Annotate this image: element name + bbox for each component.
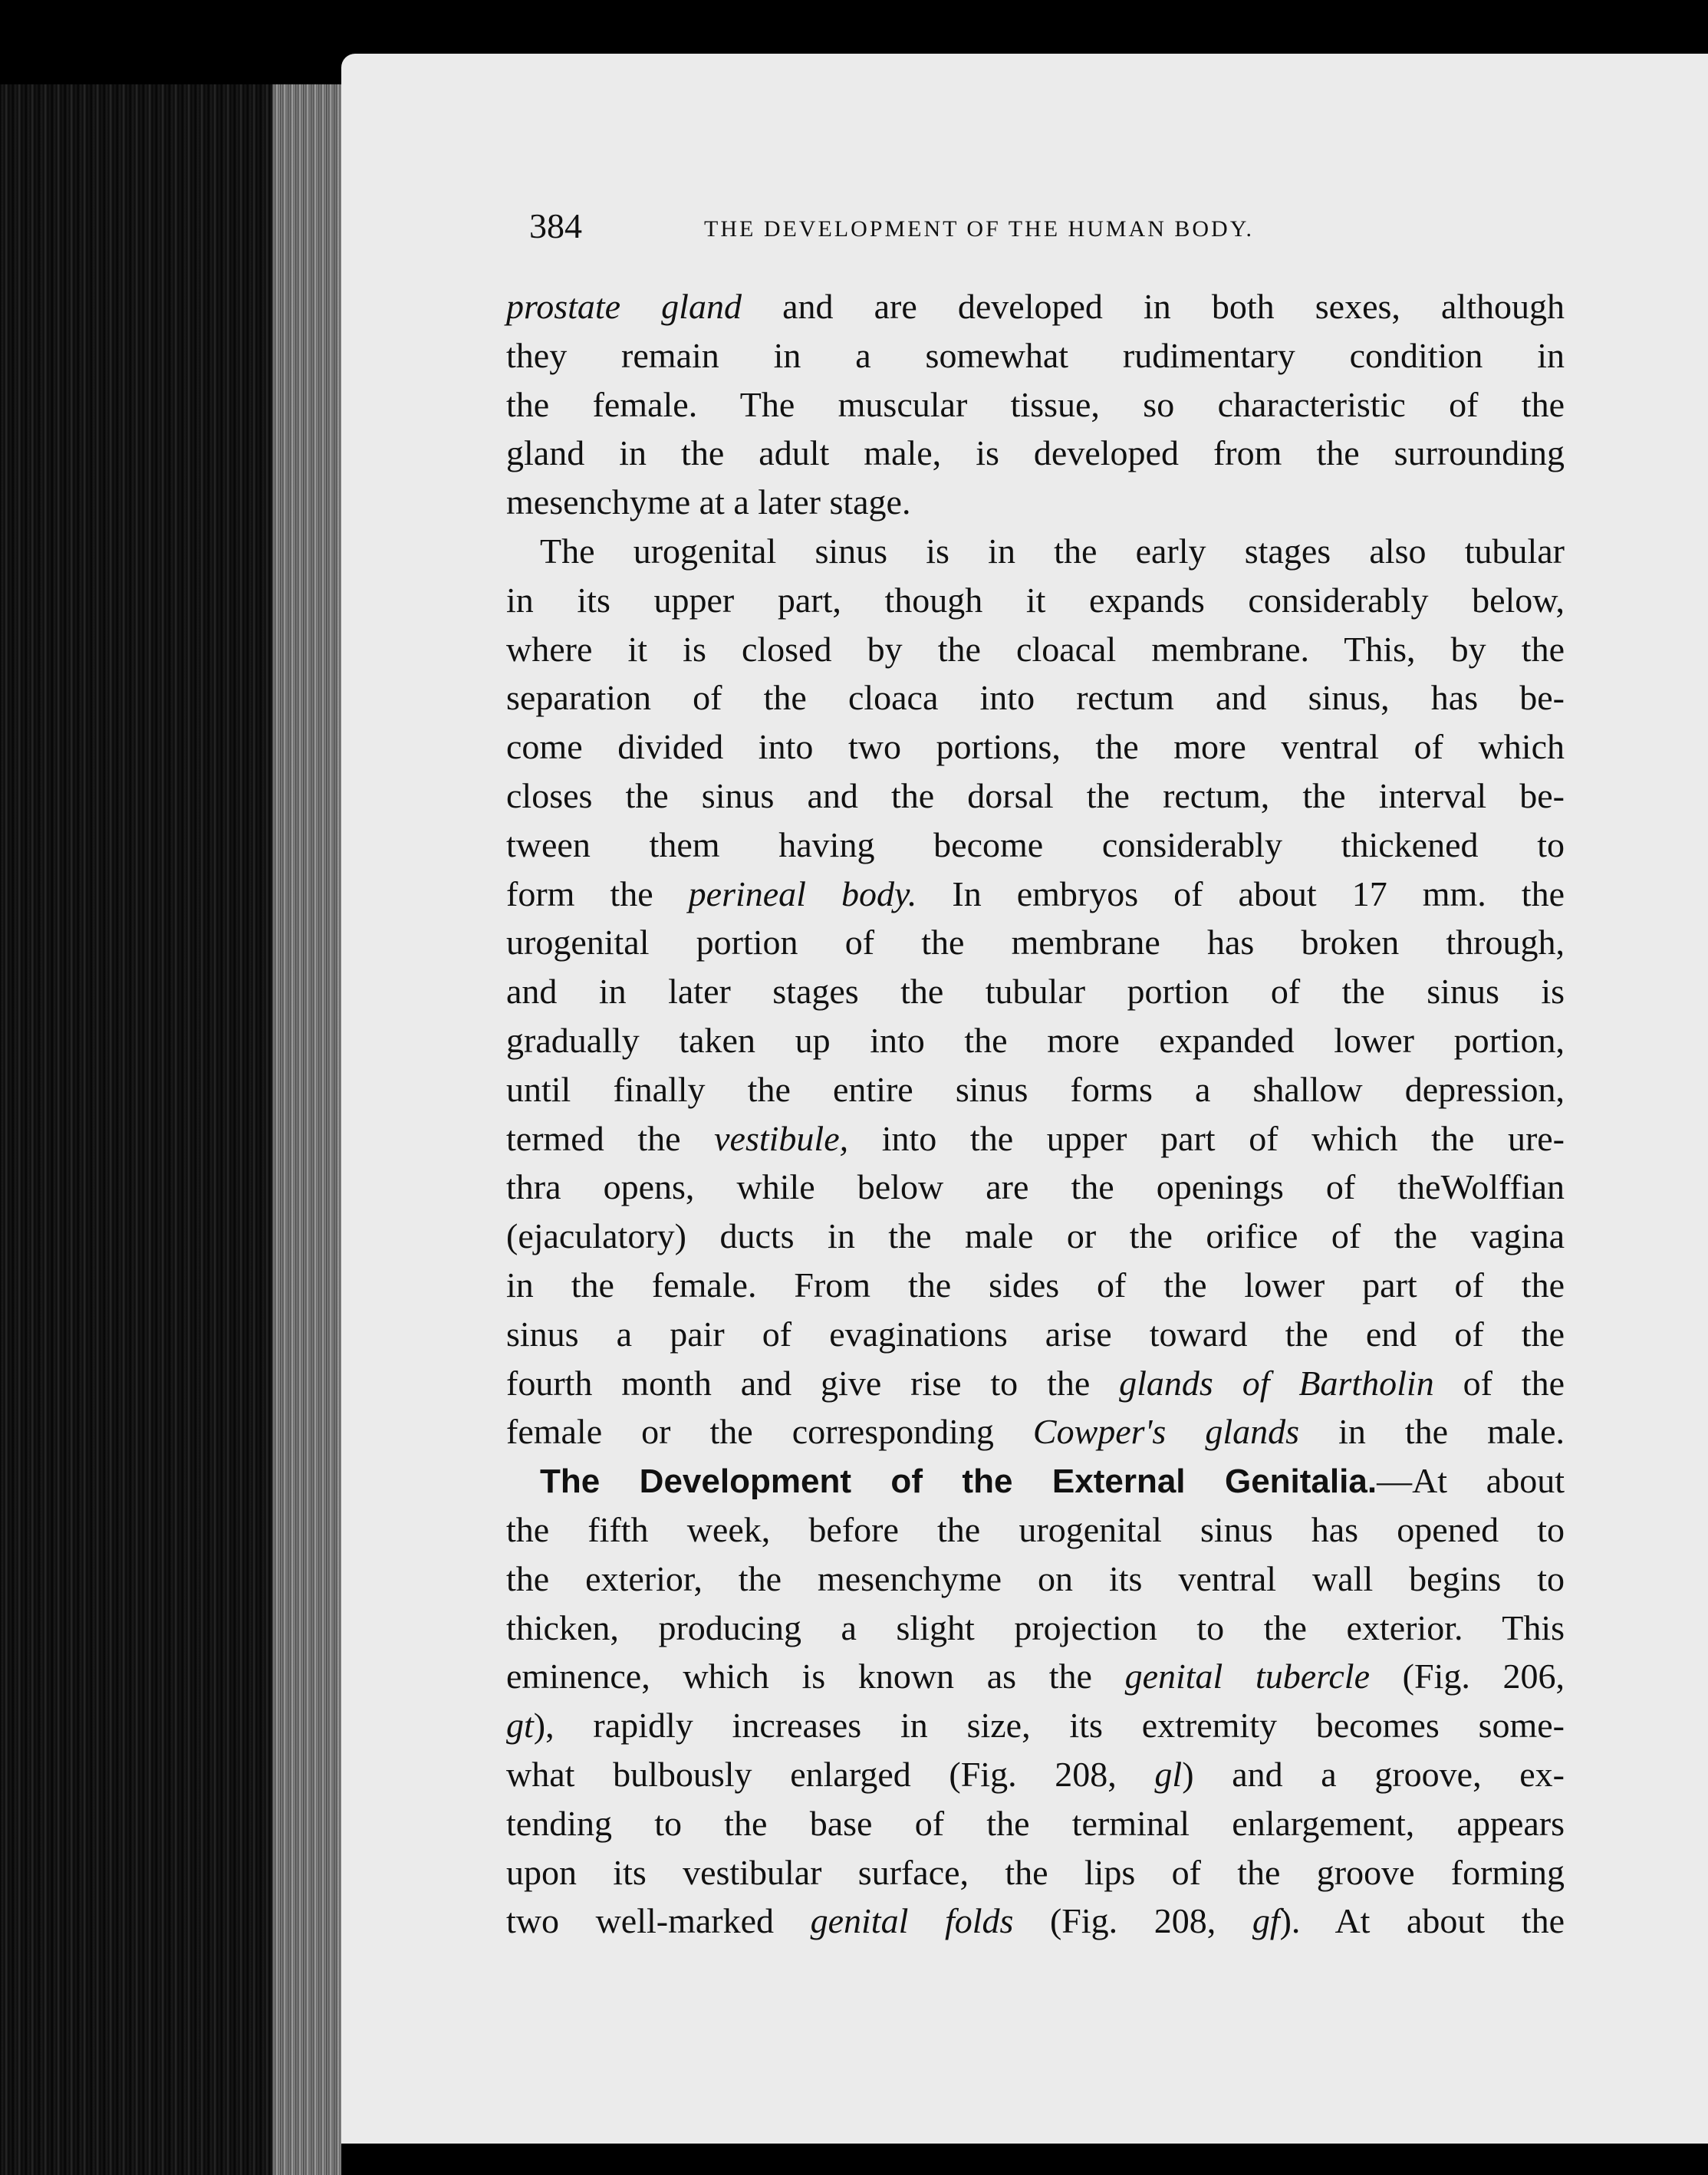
italic-term: Cowper's glands	[1032, 1412, 1300, 1452]
text-line: and in later stages the tubular portion of the sinus is	[506, 972, 1565, 1012]
italic-term: vestibule,	[714, 1118, 849, 1158]
italic-term: glands of Bartholin	[1119, 1363, 1434, 1403]
text-line: female or the corresponding Cowper's glands in the male.	[506, 1412, 1565, 1452]
text-line: separation of the cloaca into rectum and sinus, has be-	[506, 678, 1565, 718]
italic-term: gf	[1252, 1901, 1280, 1941]
text-line: gt), rapidly increases in size, its extremity becomes some-	[506, 1706, 1565, 1746]
page-number: 384	[529, 206, 582, 245]
text-line: what bulbously enlarged (Fig. 208, gl) and a groove, ex-	[506, 1754, 1565, 1794]
text-line: urogenital portion of the membrane has broken through,	[506, 923, 1565, 962]
text-line: sinus a pair of evaginations arise toward the end of the	[506, 1314, 1565, 1354]
text-line: gland in the adult male, is developed from the surrounding	[506, 433, 1565, 473]
text-line: fourth month and give rise to the glands of Bartholin of the	[506, 1363, 1565, 1403]
text-line: in the female. From the sides of the lower part of the	[506, 1265, 1565, 1305]
italic-term: gt	[506, 1706, 534, 1746]
italic-term: gl	[1154, 1754, 1183, 1794]
scan-background	[0, 0, 1708, 54]
text-line: the female. The muscular tissue, so characteristic of the	[506, 384, 1565, 424]
text-line: the fifth week, before the urogenital sinus has opened to	[506, 1509, 1565, 1549]
text-line: termed the vestibule, into the upper part of which the ure-	[506, 1118, 1565, 1158]
text-line: until finally the entire sinus forms a shallow depression,	[506, 1069, 1565, 1109]
text-line: they remain in a somewhat rudimentary condition in	[506, 335, 1565, 375]
text-line: tween them having become considerably thickened to	[506, 824, 1565, 864]
text-line: in its upper part, though it expands considerably below,	[506, 580, 1565, 620]
italic-term: perineal body.	[688, 874, 917, 913]
text-line: closes the sinus and the dorsal the rectum, the interval be-	[506, 775, 1565, 815]
running-title: THE DEVELOPMENT OF THE HUMAN BODY.	[704, 216, 1255, 242]
text-line: mesenchyme at a later stage.	[506, 482, 911, 522]
text-line: tending to the base of the terminal enlargement, appears	[506, 1803, 1565, 1843]
text-line: upon its vestibular surface, the lips of the groove forming	[506, 1852, 1565, 1892]
text-line: gradually taken up into the more expanded lower portion,	[506, 1020, 1565, 1060]
section-heading-line: The Development of the External Genitalia.—At about	[540, 1461, 1565, 1501]
italic-term: prostate gland	[506, 287, 742, 326]
text-line: thicken, producing a slight projection to the exterior. This	[506, 1607, 1565, 1647]
text-line: thra opens, while below are the openings of theWolffian	[506, 1167, 1565, 1207]
italic-term: genital folds	[810, 1901, 1014, 1941]
body-text	[506, 282, 1565, 1946]
running-header	[529, 206, 1411, 252]
text-line: where it is closed by the cloacal membrane. This, by the	[506, 629, 1565, 669]
text-line: two well-marked genital folds (Fig. 208, gf). At about the	[506, 1901, 1565, 1941]
text-line: the exterior, the mesenchyme on its ventral wall begins to	[506, 1558, 1565, 1598]
text-line: come divided into two portions, the more ventral of which	[506, 727, 1565, 767]
text-line: form the perineal body. In embryos of about 17 mm. the	[506, 874, 1565, 913]
text-line: (ejaculatory) ducts in the male or the orifice of the vagina	[506, 1216, 1565, 1256]
text-line: eminence, which is known as the genital tubercle (Fig. 206,	[506, 1657, 1565, 1696]
italic-term: genital tubercle	[1124, 1657, 1370, 1696]
paragraph-start: The urogenital sinus is in the early stages also tubular	[540, 531, 1565, 571]
section-heading: The Development of the External Genitalia.	[540, 1463, 1377, 1501]
book-fore-edge	[0, 84, 341, 2175]
text-line: prostate gland and are developed in both sexes, although	[506, 287, 1565, 326]
